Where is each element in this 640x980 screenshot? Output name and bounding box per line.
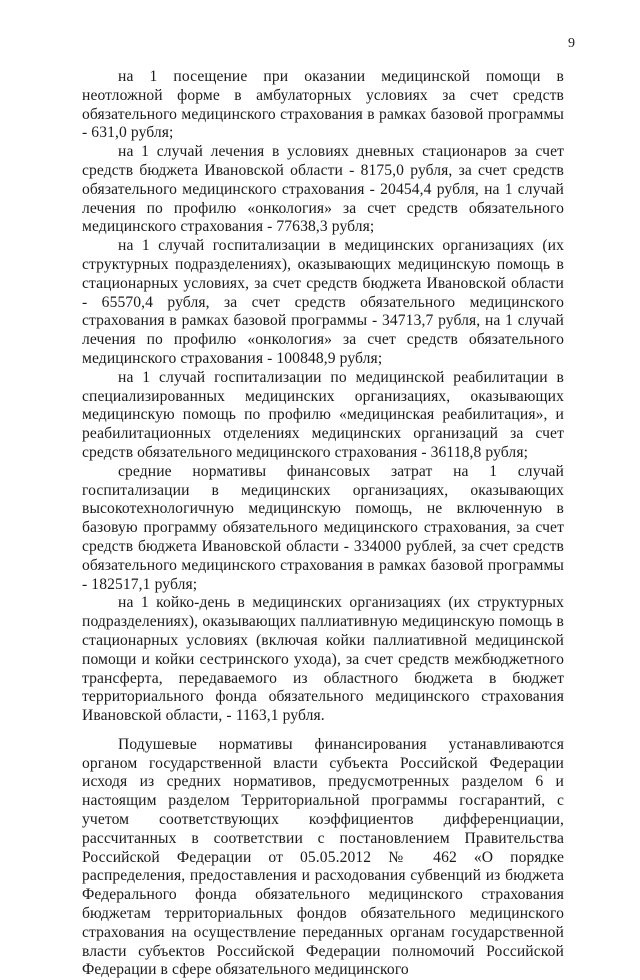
paragraph-per-capita-norms: Подушевые нормативы финансирования устанавливаются органом государственной власти субъекта Российской Федерации исходя из средних нормативов, предусмотренных разделом 6 и настоящим разделом Территориальной программы госгарантий, с учетом соответствующих коэффициентов дифференциации, рассчитанных в соответствии с постановлением Правительства Российской Федерации от 05.05.2012 № 462 «О порядке распределения, предоставления и расходования субвенций из бюджета Федерального фонда обязательного медицинского страхования бюджетам территориальных фондов обязательного медицинского страхования на осуществление переданных органам государственной власти субъектов Российской Федерации полномочий Российской Федерации в сфере обязательного медицинского <box>82 735 564 979</box>
document-body <box>82 68 564 980</box>
page-number: 9 <box>568 36 575 51</box>
paragraph-high-tech-care: средние нормативы финансовых затрат на 1 случай госпитализации в медицинских организациях, оказывающих высокотехнологичную медицинскую помощь, не включенную в базовую программу обязательного медицинского страхования, за счет средств бюджета Ивановской области - 334000 рублей, за счет средств обязательного медицинского страхования в рамках базовой программы - 182517,1 рубля; <box>82 462 564 593</box>
paragraph-day-hospital: на 1 случай лечения в условиях дневных стационаров за счет средств бюджета Ивановской области - 8175,0 рубля, за счет средств обязательного медицинского страхования - 20454,4 рубля, на 1 случай лечения по профилю «онкология» за счет средств обязательного медицинского страхования - 77638,3 рубля; <box>82 143 564 236</box>
paragraph-emergency-visit: на 1 посещение при оказании медицинской помощи в неотложной форме в амбулаторных условиях за счет средств обязательного медицинского страхования в рамках базовой программы - 631,0 рубля; <box>82 68 564 142</box>
paragraph-palliative-bed-day: на 1 койко-день в медицинских организациях (их структурных подразделениях), оказывающих паллиативную медицинскую помощь в стационарных условиях (включая койки паллиативной медицинской помощи и койки сестринского ухода), за счет средств межбюджетного трансферта, передаваемого из областного бюджета в бюджет территориального фонда обязательного медицинского страхования Ивановской области, - 1163,1 рубля. <box>82 594 564 725</box>
paragraph-rehabilitation: на 1 случай госпитализации по медицинской реабилитации в специализированных медицинских организациях, оказывающих медицинскую помощь по профилю «медицинская реабилитация», и реабилитационных отделениях медицинских организаций за счет средств обязательного медицинского страхования - 36118,8 рубля; <box>82 368 564 461</box>
paragraph-hospitalization: на 1 случай госпитализации в медицинских организациях (их структурных подразделениях), оказывающих медицинскую помощь в стационарных условиях, за счет средств бюджета Ивановской области - 65570,4 рубля, за счет средств обязательного медицинского страхования в рамках базовой программы - 34713,7 рубля, на 1 случай лечения по профилю «онкология» за счет средств обязательного медицинского страхования - 100848,9 рубля; <box>82 237 564 367</box>
